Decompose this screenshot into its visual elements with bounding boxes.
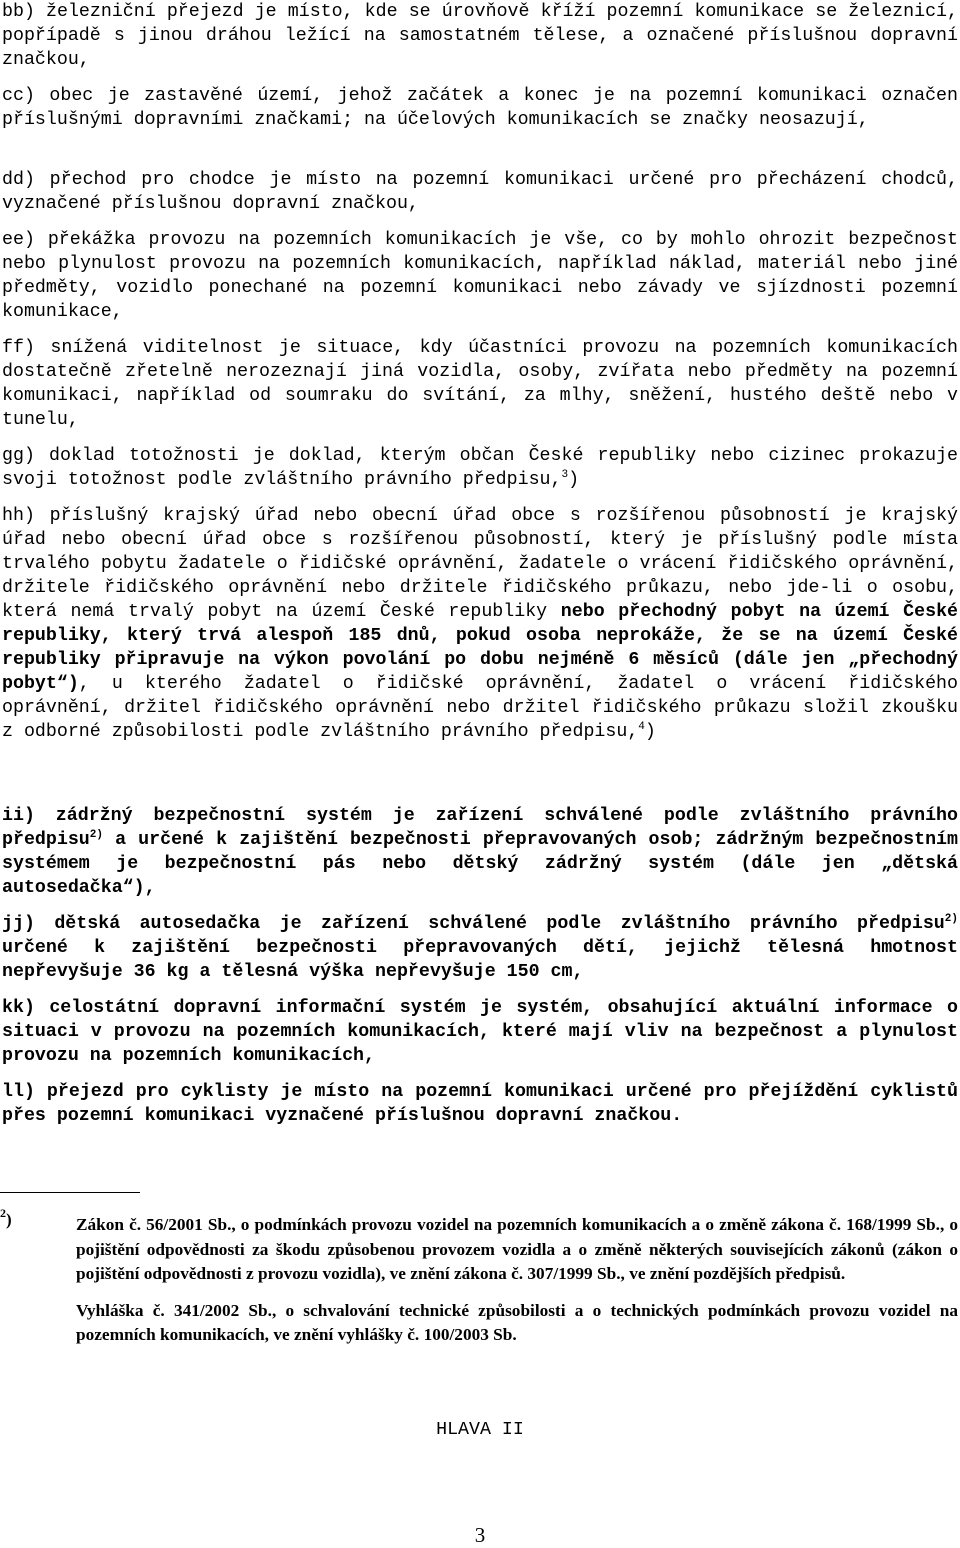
footnote-paragraph: Vyhláška č. 341/2002 Sb., o schvalování technické způsobilosti a o technických podmínkách provozu vozidel na pozemních komunikacích, ve znění vyhlášky č. 100/2003 Sb. bbox=[76, 1300, 958, 1344]
definition-ff: ff) snížená viditelnost je situace, kdy účastníci provozu na pozemních komunikacích dostatečně zřetelně nerozeznají jiná vozidla, osoby, zvířata nebo předměty na pozemní komunikaci, například od soumraku do svítání, za mlhy, sněžení, hustého deště nebo v tunelu, bbox=[2, 338, 958, 430]
section-heading: HLAVA II bbox=[436, 1420, 524, 1440]
footnote-body bbox=[76, 1213, 958, 1348]
definition-dd: dd) přechod pro chodce je místo na pozemní komunikaci určené pro přecházení chodců, vyznačené příslušnou dopravní značkou, bbox=[2, 170, 958, 214]
definition-hh: hh) příslušný krajský úřad nebo obecní úřad obce s rozšířenou působností je krajský úřad nebo obecní úřad obce s rozšířenou působností, který je příslušný podle místa trvalého pobytu žadatele o řidičské oprávnění, žadatele o vrácení řidičského oprávnění, držitele řidičského oprávnění nebo držitele řidičského průkazu, nebo jde-li o osobu, která nemá trvalý pobyt na území České republiky nebo přechodný pobyt na území České republiky, který trvá alespoň 185 dnů, pokud osoba neprokáže, že se na území České republiky připravuje na výkon povolání po dobu nejméně 6 měsíců (dále jen „přechodný pobyt“), u kterého žadatel o řidičské oprávnění, žadatel o vrácení řidičského oprávnění, držitel řidičského oprávnění nebo držitel řidičského průkazu složil zkoušku z odborné způsobilosti podle zvláštního právního předpisu,$^4$) bbox=[2, 506, 959, 742]
footnote-separator bbox=[0, 1192, 140, 1193]
footnote-ref: 3 bbox=[561, 469, 569, 481]
page-number: 3 bbox=[474, 1523, 486, 1547]
footnote-marker: $^2$) bbox=[0, 1206, 12, 1229]
definition-ii: ii) zádržný bezpečnostní systém je zařízení schválené podle zvláštního právního předpisu$^{2)}$ a určené k zajištění bezpečnosti přepravovaných osob; zádržným bezpečnostním systémem je bezpečnostní pás nebo dětský zádržný systém (dále jen „dětská autosedačka“), bbox=[2, 806, 958, 898]
definition-ll: ll) přejezd pro cyklisty je místo na pozemní komunikaci určené pro přejíždění cyklistů přes pozemní komunikaci vyznačené příslušnou dopravní značkou. bbox=[2, 1082, 958, 1126]
definition-jj: jj) dětská autosedačka je zařízení schválené podle zvláštního právního předpisu$^{2)}$ určené k zajištění bezpečnosti přepravovaných dětí, jejichž tělesná hmotnost nepřevyšuje 36 kg a tělesná výška nepřevyšuje 150 cm, bbox=[2, 913, 958, 982]
definition-gg: gg) doklad totožnosti je doklad, kterým občan České republiky nebo cizinec prokazuje svoji totožnost podle zvláštního právního předpisu,$^3$) bbox=[2, 446, 958, 490]
definition-ee: ee) překážka provozu na pozemních komunikacích je vše, co by mohlo ohrozit bezpečnost nebo plynulost provozu na pozemních komunikacích, například náklad, materiál nebo jiné předměty, vozidlo ponechané na pozemní komunikaci nebo závady ve sjízdnosti pozemní komunikace, bbox=[2, 230, 958, 322]
definition-bb: bb) železniční přejezd je místo, kde se úrovňově kříží pozemní komunikace se železnicí, popřípadě s jinou dráhou ležící na samostatném tělese, a označené příslušnou dopravní značkou, bbox=[2, 2, 958, 70]
definition-hh-amendment: nebo přechodný pobyt na území České republiky, který trvá alespoň 185 dnů, pokud osoba neprokáže, že se na území České republiky připravuje na výkon povolání po dobu nejméně 6 měsíců (dále jen „přechodný pobyt“) bbox=[2, 602, 959, 694]
footnote-ref: 2) bbox=[89, 829, 103, 841]
definition-kk: kk) celostátní dopravní informační systém je systém, obsahující aktuální informace o situaci v provozu na pozemních komunikacích, které mají vliv na bezpečnost a plynulost provozu na pozemních komunikacích, bbox=[2, 998, 958, 1066]
footnote-paragraph: Zákon č. 56/2001 Sb., o podmínkách provozu vozidel na pozemních komunikacích a o změně zákona č. 168/1999 Sb., o pojištění odpovědnosti za škodu způsobenou provozem vozidla a o změně některých souvisejících zákonů (zákon o pojištění odpovědnosti z provozu vozidla), ve znění zákona č. 307/1999 Sb., ve znění pozdějších předpisů. bbox=[76, 1215, 958, 1283]
definition-cc: cc) obec je zastavěné území, jehož začátek a konec je na pozemní komunikaci označen příslušnými dopravními značkami; na účelových komunikacích se značky neosazují, bbox=[2, 86, 958, 130]
footnote-ref: 4 bbox=[638, 721, 645, 733]
footnote-ref: 2) bbox=[944, 913, 958, 925]
